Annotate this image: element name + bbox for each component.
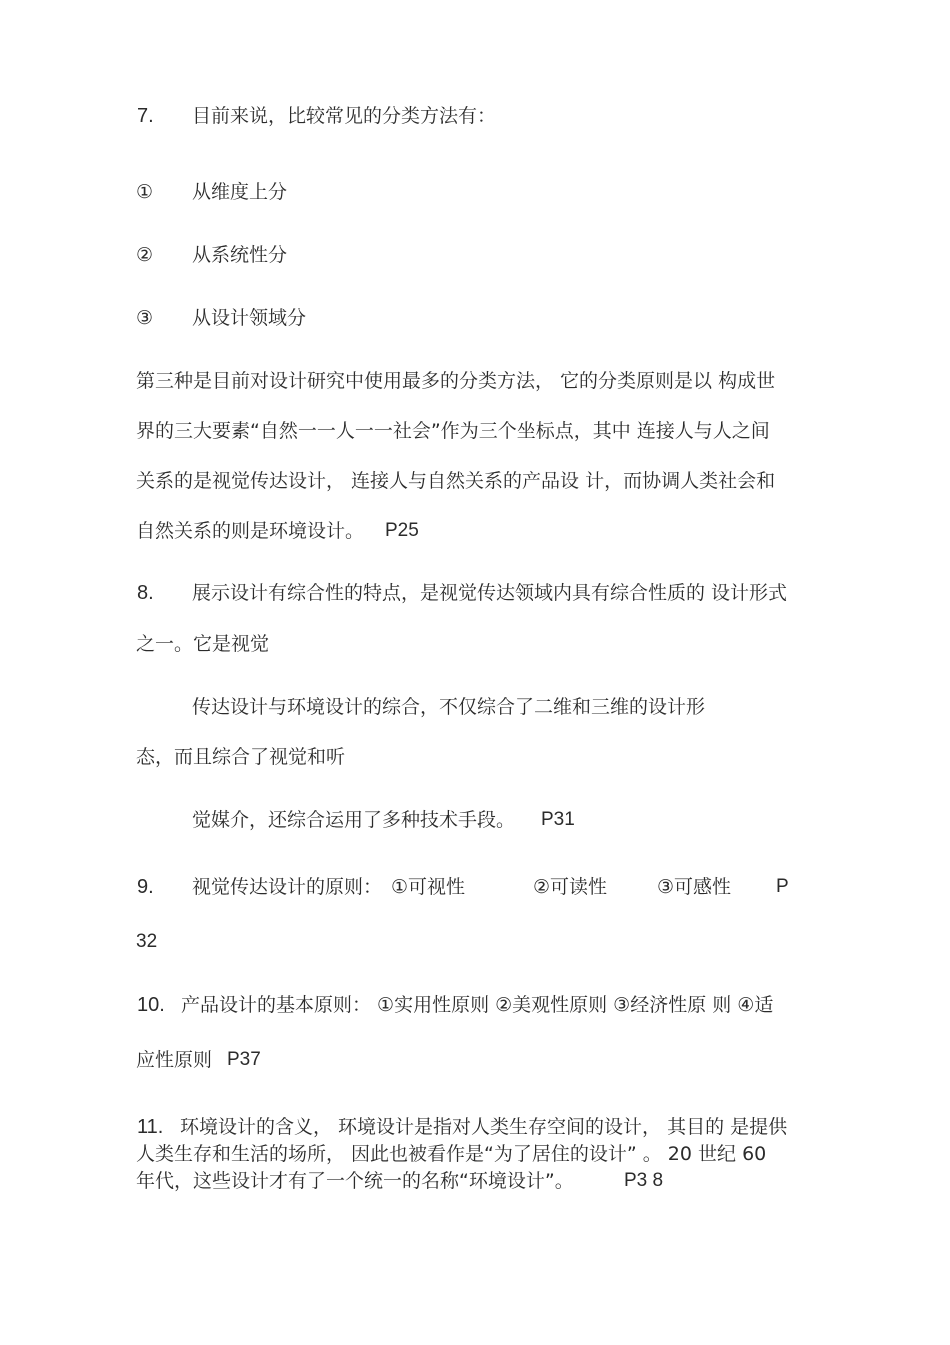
item7-paragraph-line: 自然关系的则是环境设计。 — [136, 520, 365, 542]
item7-option3-text: 从设计领域分 — [192, 307, 307, 329]
item9-page-ref-number: 32 — [136, 931, 158, 952]
item11-line: 人类生存和生活的场所， 因此也被看作是“为了居住的设计” 。 20 世纪 60 — [136, 1143, 767, 1165]
item9-page-ref: P — [776, 876, 789, 897]
item7-option2-marker: ② — [136, 244, 154, 266]
item7-option2-text: 从系统性分 — [192, 244, 288, 266]
item9-principle: ②可读性 — [533, 876, 608, 898]
item11-page-ref: P3 8 — [624, 1170, 664, 1191]
item7-page-ref: P25 — [385, 520, 419, 541]
item8-page-ref: P31 — [541, 809, 575, 830]
item8-line: 觉媒介，还综合运用了多种技术手段。 — [192, 809, 516, 831]
item7-paragraph-line: 界的三大要素“自然一一人一一社会”作为三个坐标点，其中 连接人与人之间 — [136, 420, 770, 442]
item7-option3-marker: ③ — [136, 307, 154, 329]
item8-line: 传达设计与环境设计的综合，不仅综合了二维和三维的设计形 — [192, 696, 706, 718]
item11-line: 年代，这些设计才有了一个统一的名称“环境设计”。 — [136, 1170, 574, 1192]
item7-paragraph-line: 第三种是目前对设计研究中使用最多的分类方法， 它的分类原则是以 构成世 — [136, 370, 776, 392]
item8-line: 态，而且综合了视觉和听 — [136, 746, 346, 768]
item7-paragraph-line: 关系的是视觉传达设计， 连接人与自然关系的产品设 计，而协调人类社会和 — [136, 470, 776, 492]
item9-title: 视觉传达设计的原则： — [192, 876, 383, 898]
item7-title: 目前来说，比较常见的分类方法有： — [192, 105, 497, 127]
item8-number: 8. — [137, 582, 154, 604]
item10-page-ref: P37 — [227, 1049, 261, 1070]
item10-line: 产品设计的基本原则： ①实用性原则 ②美观性原则 ③经济性原 则 ④适 — [181, 994, 774, 1016]
item9-principle: ③可感性 — [657, 876, 732, 898]
item10-line: 应性原则 — [136, 1049, 213, 1071]
item9-number: 9. — [137, 876, 154, 898]
item7-number: 7. — [137, 105, 154, 127]
item10-number: 10. — [137, 994, 165, 1016]
item11-line: 环境设计的含义， 环境设计是指对人类生存空间的设计， 其目的 是提供 — [180, 1116, 788, 1138]
item11-number: 11. — [137, 1116, 164, 1138]
item7-option1-text: 从维度上分 — [192, 181, 288, 203]
item8-line: 之一。它是视觉 — [136, 633, 270, 655]
item8-line: 展示设计有综合性的特点，是视觉传达领域内具有综合性质的 设计形式 — [192, 582, 788, 604]
item7-option1-marker: ① — [136, 181, 154, 203]
item9-principle: ①可视性 — [391, 876, 466, 898]
